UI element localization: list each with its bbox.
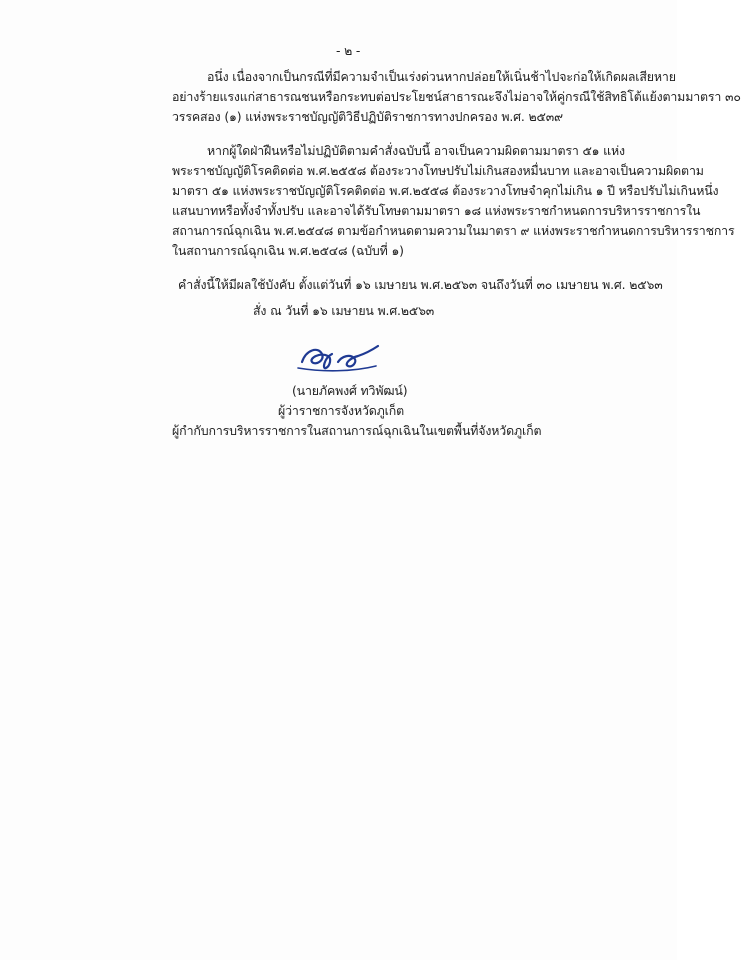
page-number: - ๒ -: [336, 43, 361, 58]
paragraph2-line1: หากผู้ใดฝ่าฝืนหรือไม่ปฏิบัติตามคำสั่งฉบับนี้ อาจเป็นความผิดตามมาตรา ๕๑ แห่ง: [207, 143, 625, 158]
paragraph2-line3: มาตรา ๕๑ แห่งพระราชบัญญัติโรคติดต่อ พ.ศ.๒๕๕๘ ต้องระวางโทษจำคุกไม่เกิน ๑ ปี หรือปรับไม่เกินหนึ่ง: [172, 183, 719, 198]
signatory-name: (นายภัคพงศ์ ทวิพัฒน์): [292, 383, 408, 398]
signatory-position-emergency: ผู้กำกับการบริหารราชการในสถานการณ์ฉุกเฉินในเขตพื้นที่จังหวัดภูเก็ต: [172, 423, 542, 438]
signature-image: [292, 332, 382, 378]
effective-date-line: คำสั่งนี้ให้มีผลใช้บังคับ ตั้งแต่วันที่ ๑๖ เมษายน พ.ศ.๒๕๖๓ จนถึงวันที่ ๓๐ เมษายน พ.ศ. ๒๕๖๓: [178, 277, 663, 292]
paragraph2-line5: สถานการณ์ฉุกเฉิน พ.ศ.๒๕๔๘ ตามข้อกำหนดตามความในมาตรา ๙ แห่งพระราชกำหนดการบริหารราชการ: [172, 223, 735, 238]
paragraph1-line1: อนึ่ง เนื่องจากเป็นกรณีที่มีความจำเป็นเร่งด่วนหากปล่อยให้เนิ่นช้าไปจะก่อให้เกิดผลเสียหาย: [207, 69, 676, 84]
paragraph1-line3: วรรคสอง (๑) แห่งพระราชบัญญัติวิธีปฏิบัติราชการทางปกครอง พ.ศ. ๒๕๓๙: [172, 109, 563, 124]
paragraph2-line6: ในสถานการณ์ฉุกเฉิน พ.ศ.๒๕๔๘ (ฉบับที่ ๑): [172, 243, 404, 258]
signatory-position-governor: ผู้ว่าราชการจังหวัดภูเก็ต: [277, 403, 405, 418]
ordered-date-line: สั่ง ณ วันที่ ๑๖ เมษายน พ.ศ.๒๕๖๓: [253, 303, 435, 318]
paragraph2-line4: แสนบาทหรือทั้งจำทั้งปรับ และอาจได้รับโทษตามมาตรา ๑๘ แห่งพระราชกำหนดการบริหารราชการใน: [172, 203, 701, 218]
paragraph2-line2: พระราชบัญญัติโรคติดต่อ พ.ศ.๒๕๕๘ ต้องระวางโทษปรับไม่เกินสองหมื่นบาท และอาจเป็นความผิดตาม: [172, 163, 704, 178]
paragraph1-line2: อย่างร้ายแรงแก่สาธารณชนหรือกระทบต่อประโยชน์สาธารณะจึงไม่อาจให้คู่กรณีใช้สิทธิโต้แย้งตามมาตรา ๓๐: [172, 89, 741, 104]
